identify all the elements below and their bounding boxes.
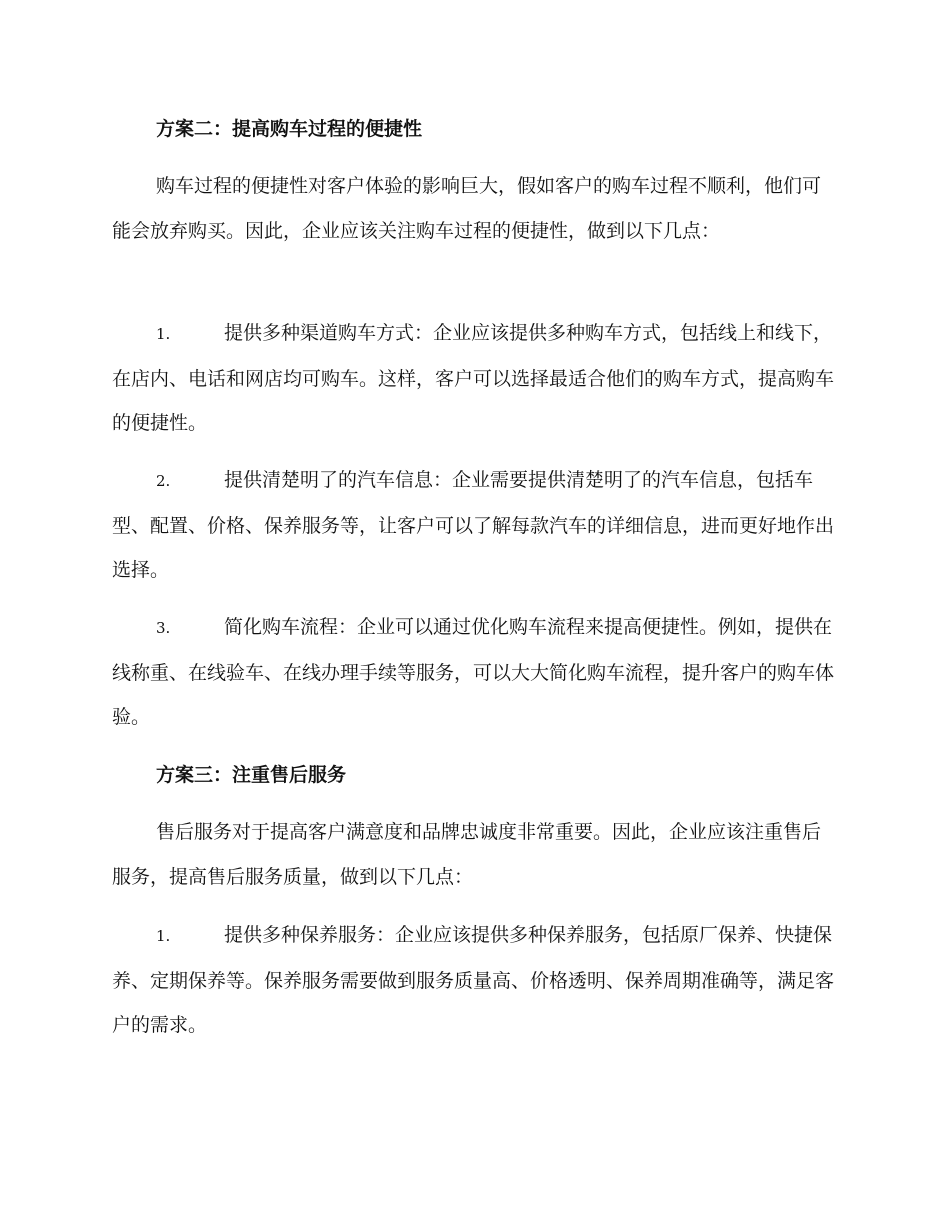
list-item [112,458,834,593]
section-intro-plan-two: 购车过程的便捷性对客户体验的影响巨大，假如客户的购车过程不顺利，他们可能会放弃购买。因此，企业应该关注购车过程的便捷性，做到以下几点： [112,175,822,242]
list-item [112,311,834,446]
list-item-number: 1. [156,325,171,343]
section-heading-plan-three: 方案三：注重售后服务 [156,764,347,786]
list-item-number: 2. [156,472,171,490]
list-item-text: 提供多种渠道购车方式：企业应该提供多种购车方式，包括线上和线下，在店内、电话和网店均可购车。这样，客户可以选择最适合他们的购车方式，提高购车的便捷性。 [112,322,835,435]
list-item [112,913,834,1048]
list-item-number: 3. [156,619,171,637]
list-item-text: 提供多种保养服务：企业应该提供多种保养服务，包括原厂保养、快捷保养、定期保养等。保养服务需要做到服务质量高、价格透明、保养周期准确等，满足客户的需求。 [112,924,835,1037]
list-item-number: 1. [156,927,171,945]
section-intro-plan-three: 售后服务对于提高客户满意度和品牌忠诚度非常重要。因此，企业应该注重售后服务，提高售后服务质量，做到以下几点： [112,821,822,888]
list-item-text: 简化购车流程：企业可以通过优化购车流程来提高便捷性。例如，提供在线称重、在线验车、在线办理手续等服务，可以大大简化购车流程，提升客户的购车体验。 [112,616,835,729]
list-item-text: 提供清楚明了的汽车信息：企业需要提供清楚明了的汽车信息，包括车型、配置、价格、保养服务等，让客户可以了解每款汽车的详细信息，进而更好地作出选择。 [112,469,835,582]
list-item [112,605,834,740]
section-heading-plan-two: 方案二：提高购车过程的便捷性 [156,118,423,140]
